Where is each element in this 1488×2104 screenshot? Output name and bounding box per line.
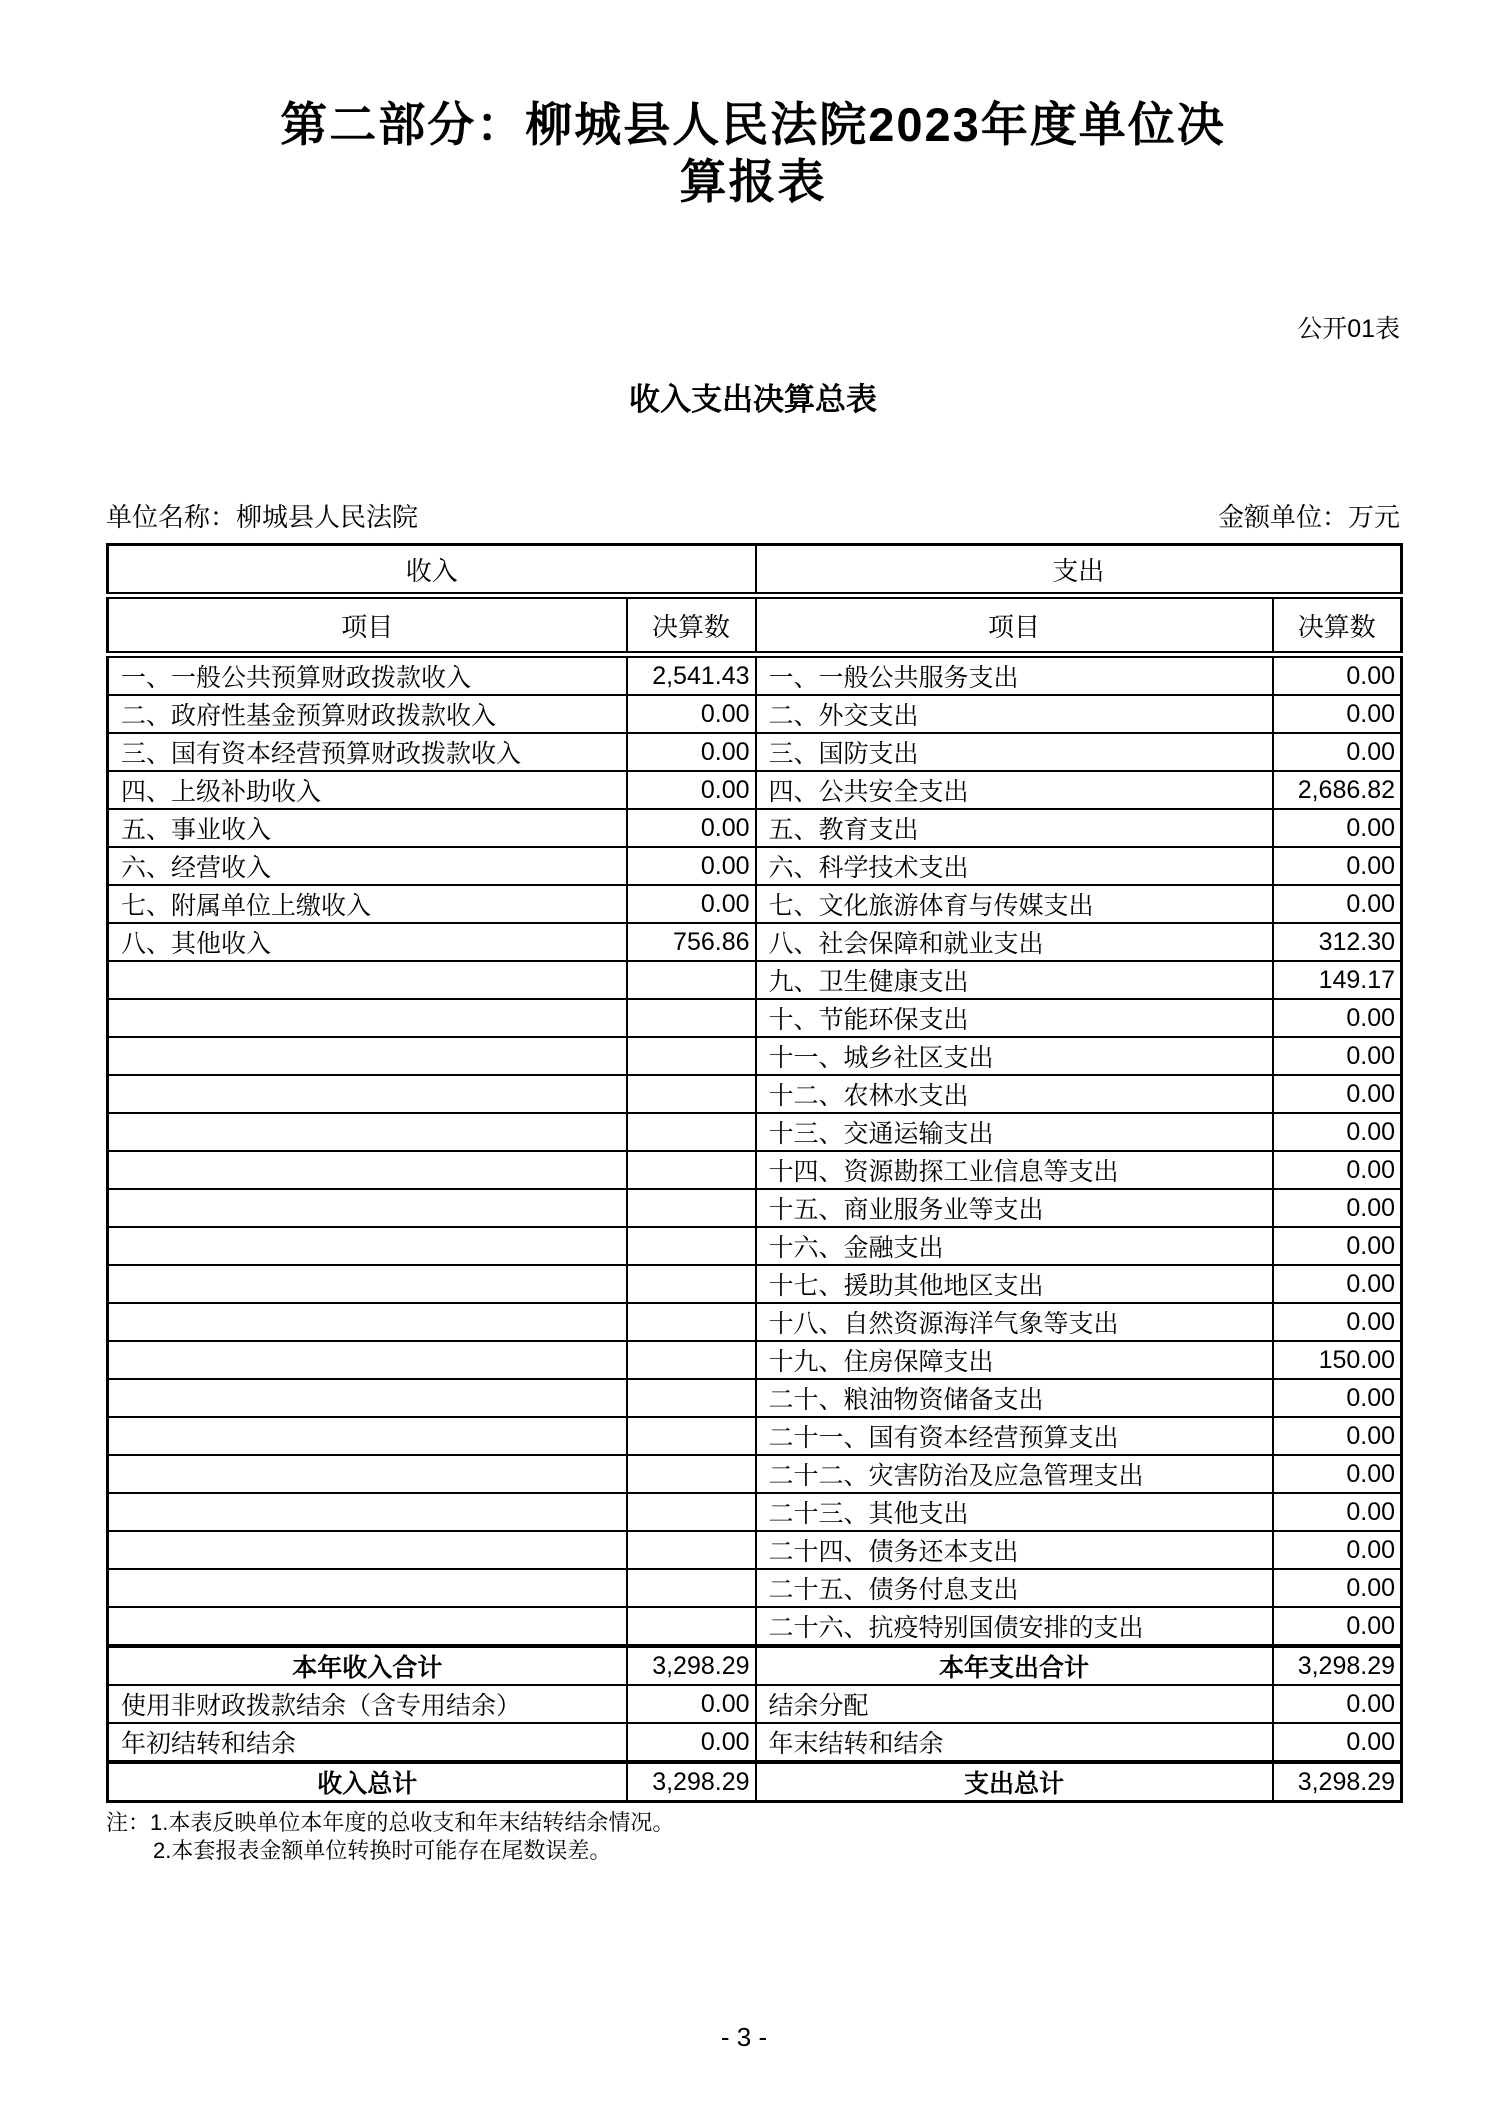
table-row [108,923,1402,961]
expense-item: 二十一、国有资本经营预算支出 [756,1417,1273,1455]
income-amount [627,1569,756,1607]
expense-amount: 312.30 [1273,923,1402,961]
expense-item: 十二、农林水支出 [756,1075,1273,1113]
document-title [106,0,1400,210]
table-row [108,1455,1402,1493]
income-item [108,1531,627,1569]
expense-item: 年末结转和结余 [756,1723,1273,1762]
table-body [108,655,1402,1802]
expense-amount: 0.00 [1273,1113,1402,1151]
income-item: 四、上级补助收入 [108,771,627,809]
expense-item: 九、卫生健康支出 [756,961,1273,999]
income-item: 五、事业收入 [108,809,627,847]
expense-item: 本年支出合计 [756,1646,1273,1685]
income-item [108,1607,627,1646]
expense-section-header: 支出 [756,545,1402,596]
expense-item: 二十五、债务付息支出 [756,1569,1273,1607]
expense-item: 三、国防支出 [756,733,1273,771]
income-amount [627,1455,756,1493]
income-item: 本年收入合计 [108,1646,627,1685]
unit-name-label: 单位名称：柳城县人民法院 [106,502,419,532]
income-amount: 2,541.43 [627,655,756,696]
table-row [108,1151,1402,1189]
table-row [108,655,1402,696]
table-row [108,771,1402,809]
document-title-line1: 第二部分：柳城县人民法院2023年度单位决 [280,98,1226,151]
expense-item: 八、社会保障和就业支出 [756,923,1273,961]
budget-summary-table [106,543,1403,1803]
income-amount [627,999,756,1037]
expense-amount: 0.00 [1273,1189,1402,1227]
table-row [108,1379,1402,1417]
income-item: 使用非财政拨款结余（含专用结余） [108,1685,627,1723]
table-row [108,1493,1402,1531]
table-row [108,809,1402,847]
expense-item-header: 项目 [756,596,1273,655]
income-item [108,1189,627,1227]
expense-amount: 0.00 [1273,733,1402,771]
table-row [108,1531,1402,1569]
income-item [108,961,627,999]
income-amount: 0.00 [627,695,756,733]
expense-amount-header: 决算数 [1273,596,1402,655]
table-row [108,1227,1402,1265]
expense-amount: 0.00 [1273,1151,1402,1189]
income-amount: 0.00 [627,1723,756,1762]
table-row [108,1303,1402,1341]
expense-amount: 0.00 [1273,1723,1402,1762]
income-amount [627,1113,756,1151]
expense-item: 二十四、债务还本支出 [756,1531,1273,1569]
income-item [108,1379,627,1417]
income-amount [627,1227,756,1265]
table-row [108,1607,1402,1646]
income-amount [627,1417,756,1455]
expense-item: 一、一般公共服务支出 [756,655,1273,696]
income-amount [627,1341,756,1379]
table-row [108,1265,1402,1303]
table-row [108,885,1402,923]
income-amount [627,1151,756,1189]
income-item [108,1569,627,1607]
expense-item: 十三、交通运输支出 [756,1113,1273,1151]
income-amount [627,1075,756,1113]
expense-amount: 0.00 [1273,1569,1402,1607]
income-item: 六、经营收入 [108,847,627,885]
expense-item: 十六、金融支出 [756,1227,1273,1265]
note-line-2: 2.本套报表金额单位转换时可能存在尾数误差。 [153,1838,612,1863]
expense-amount: 0.00 [1273,1607,1402,1646]
income-item [108,1113,627,1151]
income-amount [627,1379,756,1417]
table-row [108,1417,1402,1455]
expense-item: 六、科学技术支出 [756,847,1273,885]
amount-unit-label: 金额单位：万元 [1217,502,1400,532]
expense-amount: 2,686.82 [1273,771,1402,809]
income-item [108,1455,627,1493]
expense-amount: 0.00 [1273,1379,1402,1417]
income-item [108,1493,627,1531]
income-item [108,1341,627,1379]
document-title-line2: 算报表 [679,155,827,208]
income-item: 一、一般公共预算财政拨款收入 [108,655,627,696]
table-row [108,1341,1402,1379]
expense-amount: 0.00 [1273,999,1402,1037]
expense-amount: 0.00 [1273,1455,1402,1493]
note-line-1: 注：1.本表反映单位本年度的总收支和年末结转结余情况。 [106,1810,675,1835]
expense-item: 二十六、抗疫特别国债安排的支出 [756,1607,1273,1646]
income-amount [627,961,756,999]
income-amount [627,1189,756,1227]
expense-item: 二十二、灾害防治及应急管理支出 [756,1455,1273,1493]
income-amount [627,1265,756,1303]
expense-amount: 0.00 [1273,1227,1402,1265]
income-item-header: 项目 [108,596,627,655]
expense-item: 十七、援助其他地区支出 [756,1265,1273,1303]
expense-item: 十、节能环保支出 [756,999,1273,1037]
expense-amount: 149.17 [1273,961,1402,999]
column-header-row [108,596,1402,655]
table-title: 收入支出决算总表 [629,382,877,417]
expense-item: 十八、自然资源海洋气象等支出 [756,1303,1273,1341]
expense-item: 二十、粮油物资储备支出 [756,1379,1273,1417]
expense-item: 支出总计 [756,1762,1273,1802]
expense-amount: 3,298.29 [1273,1646,1402,1685]
income-amount: 0.00 [627,771,756,809]
table-row [108,733,1402,771]
income-amount [627,1303,756,1341]
income-amount: 0.00 [627,847,756,885]
income-item [108,1265,627,1303]
income-item: 八、其他收入 [108,923,627,961]
expense-amount: 0.00 [1273,1685,1402,1723]
expense-item: 十四、资源勘探工业信息等支出 [756,1151,1273,1189]
expense-amount: 0.00 [1273,1303,1402,1341]
table-row [108,1723,1402,1762]
expense-item: 十一、城乡社区支出 [756,1037,1273,1075]
expense-amount: 3,298.29 [1273,1762,1402,1802]
income-item: 三、国有资本经营预算财政拨款收入 [108,733,627,771]
income-item [108,1037,627,1075]
table-row [108,1075,1402,1113]
table-row [108,999,1402,1037]
expense-item: 十九、住房保障支出 [756,1341,1273,1379]
income-amount [627,1037,756,1075]
table-row [108,847,1402,885]
expense-amount: 0.00 [1273,847,1402,885]
table-row [108,1037,1402,1075]
expense-amount: 0.00 [1273,695,1402,733]
income-item [108,1417,627,1455]
expense-amount: 0.00 [1273,1265,1402,1303]
income-item: 收入总计 [108,1762,627,1802]
income-item [108,1227,627,1265]
table-row [108,1113,1402,1151]
expense-amount: 0.00 [1273,1075,1402,1113]
income-amount-header: 决算数 [627,596,756,655]
income-amount [627,1607,756,1646]
income-amount [627,1531,756,1569]
meta-row [106,501,1400,533]
table-row [108,1189,1402,1227]
income-amount: 0.00 [627,733,756,771]
income-item: 二、政府性基金预算财政拨款收入 [108,695,627,733]
expense-amount: 0.00 [1273,1531,1402,1569]
table-row [108,1762,1402,1802]
expense-item: 四、公共安全支出 [756,771,1273,809]
income-item [108,1151,627,1189]
income-item [108,999,627,1037]
notes [106,1809,1400,1865]
table-row [108,1569,1402,1607]
expense-amount: 0.00 [1273,885,1402,923]
expense-item: 结余分配 [756,1685,1273,1723]
section-header-row [108,545,1402,596]
page-number: - 3 - [720,2022,768,2052]
income-item [108,1075,627,1113]
income-item: 七、附属单位上缴收入 [108,885,627,923]
expense-item: 二十三、其他支出 [756,1493,1273,1531]
expense-amount: 0.00 [1273,655,1402,696]
income-section-header: 收入 [108,545,756,596]
expense-amount: 0.00 [1273,809,1402,847]
income-amount: 3,298.29 [627,1762,756,1802]
expense-item: 二、外交支出 [756,695,1273,733]
table-row [108,1685,1402,1723]
income-item [108,1303,627,1341]
table-row [108,961,1402,999]
expense-amount: 0.00 [1273,1417,1402,1455]
expense-item: 十五、商业服务业等支出 [756,1189,1273,1227]
expense-amount: 0.00 [1273,1493,1402,1531]
income-amount: 0.00 [627,1685,756,1723]
table-code: 公开01表 [1297,315,1400,343]
income-amount [627,1493,756,1531]
income-amount: 756.86 [627,923,756,961]
income-item: 年初结转和结余 [108,1723,627,1762]
expense-item: 五、教育支出 [756,809,1273,847]
expense-item: 七、文化旅游体育与传媒支出 [756,885,1273,923]
table-row [108,1646,1402,1685]
income-amount: 0.00 [627,885,756,923]
expense-amount: 0.00 [1273,1037,1402,1075]
income-amount: 3,298.29 [627,1646,756,1685]
income-amount: 0.00 [627,809,756,847]
table-row [108,695,1402,733]
expense-amount: 150.00 [1273,1341,1402,1379]
